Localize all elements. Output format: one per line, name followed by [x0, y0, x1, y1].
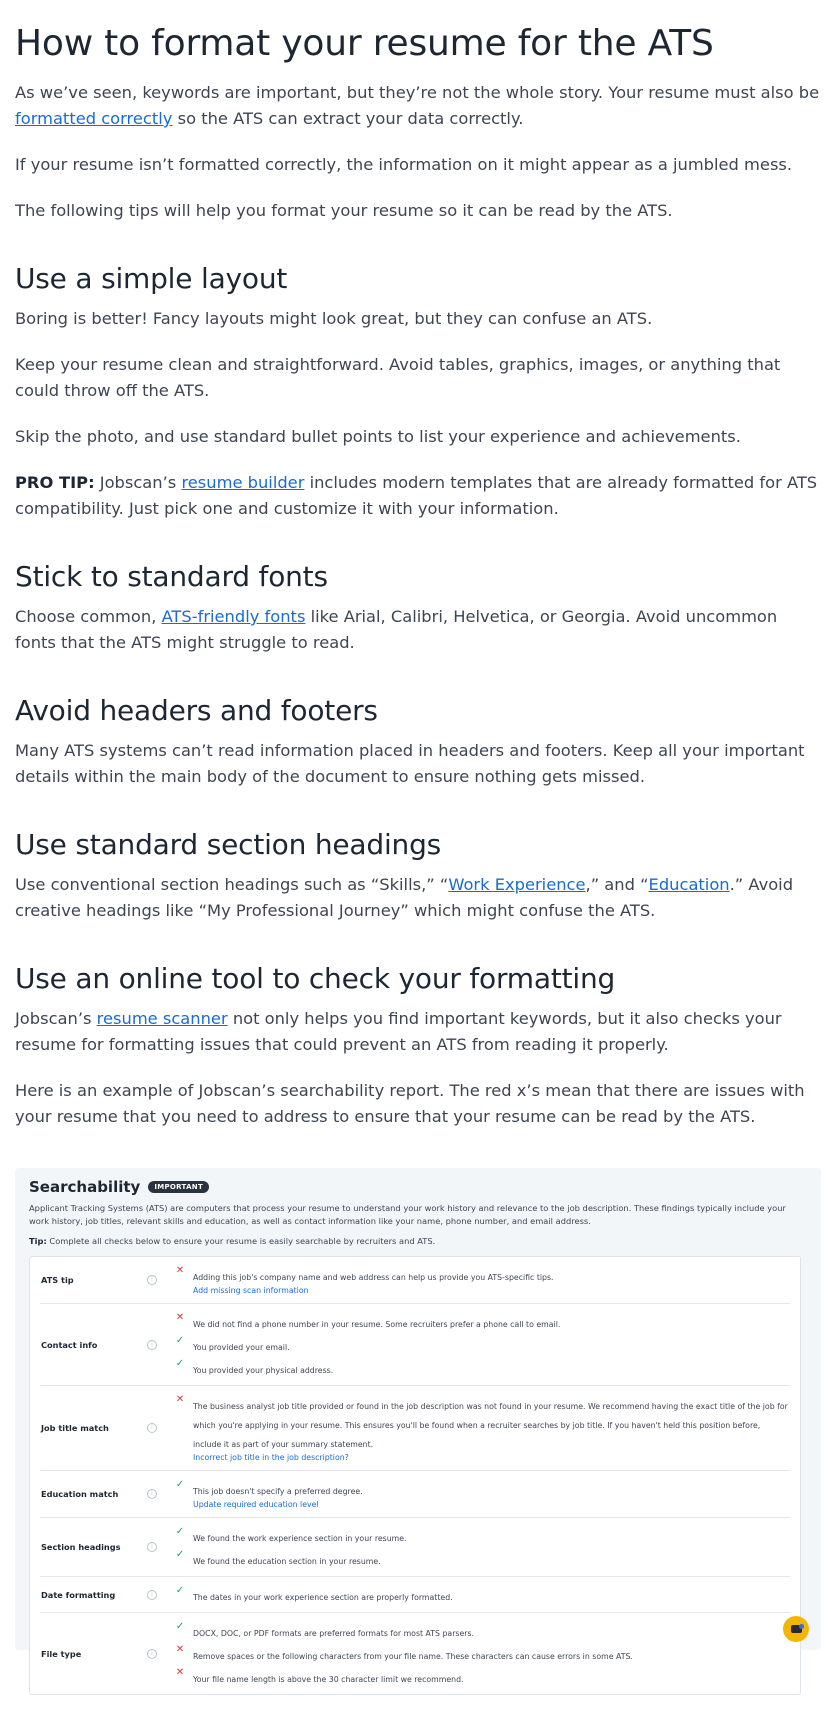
resume-builder-link[interactable]: resume builder: [181, 473, 305, 492]
check-icon: ✓: [175, 1585, 185, 1596]
report-tip-label: Tip:: [29, 1236, 47, 1246]
report-tip-text: Complete all checks below to ensure your resume is easily searchable by recruiters and ATS.: [46, 1236, 436, 1246]
report-checks: [175, 1524, 790, 1570]
check-body: [193, 1585, 453, 1604]
info-icon[interactable]: i: [147, 1542, 157, 1552]
check-body: [193, 1479, 363, 1509]
check-icon: ✓: [175, 1621, 185, 1632]
sections-paragraph: [15, 872, 821, 924]
pro-tip: [15, 470, 821, 522]
check-item: [175, 1547, 790, 1570]
check-body: [193, 1335, 290, 1354]
check-text: You provided your physical address.: [193, 1366, 334, 1375]
intro-text: so the ATS can extract your data correctly.: [172, 109, 524, 128]
check-item: [175, 1310, 790, 1333]
check-item: [175, 1583, 790, 1606]
check-link[interactable]: Update required education level: [193, 1500, 319, 1509]
check-text: The business analyst job title provided or found in the job description was not found in your resume. We recommend having the exact title of the job for which you're applying in your resume. This ensures you'll be found when a recruiter searches by job title. If you haven't held this position before, include it as part of your summary statement.: [193, 1402, 788, 1449]
x-icon: ✕: [175, 1394, 185, 1405]
check-icon: ✓: [175, 1549, 185, 1560]
info-icon[interactable]: i: [147, 1423, 157, 1433]
report-row: [40, 1518, 790, 1577]
chat-icon: [791, 1625, 802, 1633]
report-row: [40, 1613, 790, 1694]
info-icon[interactable]: i: [147, 1489, 157, 1499]
check-body: [193, 1526, 407, 1545]
intro-text: As we’ve seen, keywords are important, but they’re not the whole story. Your resume must also be: [15, 83, 820, 102]
report-row-label: Education match: [41, 1489, 119, 1499]
report-row: [40, 1386, 790, 1471]
sections-text: .” Avoid creative headings like “My Professional Journey” which might confuse the ATS.: [15, 875, 794, 920]
intro-paragraph-2: If your resume isn’t formatted correctly, the information on it might appear as a jumbled mess.: [15, 155, 793, 174]
check-text: Your file name length is above the 30 character limit we recommend.: [193, 1675, 464, 1684]
check-icon: ✓: [175, 1479, 185, 1490]
check-item: [175, 1619, 790, 1642]
check-item: [175, 1392, 790, 1464]
heading-online-tool: Use an online tool to check your formatting: [15, 962, 616, 995]
ats-friendly-fonts-link[interactable]: ATS-friendly fonts: [161, 607, 306, 626]
report-table: [29, 1256, 801, 1695]
check-body: [193, 1265, 554, 1295]
report-checks: [175, 1310, 790, 1379]
chat-button[interactable]: [783, 1616, 809, 1642]
check-icon: ✓: [175, 1335, 185, 1346]
check-body: [193, 1549, 381, 1568]
education-link[interactable]: Education: [648, 875, 730, 894]
sections-text: ,” and “: [585, 875, 649, 894]
pro-tip-text: includes modern templates that are already formatted for ATS compatibility. Just pick one and customize it with your information.: [15, 473, 818, 518]
notification-dot: [799, 1624, 804, 1629]
info-icon[interactable]: i: [147, 1340, 157, 1350]
check-item: [175, 1524, 790, 1547]
report-row: [40, 1471, 790, 1518]
check-body: [193, 1667, 464, 1686]
report-header: [29, 1178, 807, 1196]
sections-text: Use conventional section headings such as “Skills,” “: [15, 875, 449, 894]
tool-paragraph-2: Here is an example of Jobscan’s searchability report. The red x’s mean that there are issues with your resume that you need to address to ensure that your resume can be read by the ATS.: [15, 1081, 805, 1126]
check-icon: ✓: [175, 1358, 185, 1369]
intro-paragraph-3: The following tips will help you format your resume so it can be read by the ATS.: [15, 201, 673, 220]
report-row: [40, 1304, 790, 1386]
tool-paragraph-1: [15, 1006, 821, 1058]
resume-scanner-link[interactable]: resume scanner: [96, 1009, 228, 1028]
heading-headers-footers: Avoid headers and footers: [15, 694, 378, 727]
info-icon[interactable]: i: [147, 1275, 157, 1285]
article: [0, 22, 836, 1684]
report-row-label: ATS tip: [41, 1275, 74, 1285]
report-row-label: Section headings: [41, 1542, 121, 1552]
searchability-report: [15, 1168, 821, 1684]
pro-tip-text: Jobscan’s: [94, 473, 182, 492]
check-body: [193, 1312, 560, 1331]
check-body: [193, 1644, 633, 1663]
check-item: [175, 1356, 790, 1379]
heading-simple-layout: Use a simple layout: [15, 262, 288, 295]
formatted-correctly-link[interactable]: formatted correctly: [15, 109, 173, 128]
intro-paragraph-1: [15, 80, 821, 132]
check-link[interactable]: Add missing scan information: [193, 1286, 309, 1295]
report-row: [40, 1577, 790, 1613]
report-checks: [175, 1263, 790, 1297]
check-text: This job doesn't specify a preferred degree.: [193, 1487, 363, 1496]
check-body: [193, 1358, 333, 1377]
check-item: [175, 1642, 790, 1665]
page-title: How to format your resume for the ATS: [15, 23, 714, 64]
report-checks: [175, 1477, 790, 1511]
info-icon[interactable]: i: [147, 1590, 157, 1600]
check-text: We did not find a phone number in your resume. Some recruiters prefer a phone call to email.: [193, 1320, 561, 1329]
heading-section-headings: Use standard section headings: [15, 828, 442, 861]
important-badge: IMPORTANT: [148, 1181, 209, 1193]
x-icon: ✕: [175, 1265, 185, 1276]
headers-paragraph: Many ATS systems can’t read information placed in headers and footers. Keep all your important details within the main body of the document to ensure nothing gets missed.: [15, 741, 805, 786]
check-text: We found the work experience section in your resume.: [193, 1534, 407, 1543]
check-text: Adding this job's company name and web address can help us provide you ATS-specific tips.: [193, 1273, 554, 1282]
report-title: Searchability: [29, 1178, 141, 1196]
check-body: [193, 1621, 474, 1640]
report-checks: [175, 1583, 790, 1606]
heading-standard-fonts: Stick to standard fonts: [15, 560, 328, 593]
check-text: The dates in your work experience section are properly formatted.: [193, 1593, 453, 1602]
report-tip: [29, 1236, 807, 1246]
report-row-label: Contact info: [41, 1339, 98, 1350]
x-icon: ✕: [175, 1667, 185, 1678]
report-row: [40, 1257, 790, 1304]
layout-paragraph-3: Skip the photo, and use standard bullet points to list your experience and achievements.: [15, 427, 741, 446]
info-icon[interactable]: i: [147, 1649, 157, 1659]
report-description: Applicant Tracking Systems (ATS) are computers that process your resume to understand your work history and relevance to the job description. These findings typically include your work history, job titles, relevant skills and education, as well as contact information like your name, phone number, and email address.: [29, 1203, 786, 1226]
fonts-paragraph: [15, 604, 821, 656]
check-text: You provided your email.: [193, 1343, 290, 1352]
x-icon: ✕: [175, 1312, 185, 1323]
tool-text: Jobscan’s: [15, 1009, 97, 1028]
check-text: DOCX, DOC, or PDF formats are preferred formats for most ATS parsers.: [193, 1629, 475, 1638]
check-body: [193, 1394, 790, 1462]
layout-paragraph-1: Boring is better! Fancy layouts might look great, but they can confuse an ATS.: [15, 309, 653, 328]
fonts-text: Choose common,: [15, 607, 162, 626]
check-item: [175, 1333, 790, 1356]
fonts-text: like Arial, Calibri, Helvetica, or Georgia. Avoid uncommon fonts that the ATS might struggle to read.: [15, 607, 778, 652]
check-item: [175, 1665, 790, 1688]
check-item: [175, 1477, 790, 1511]
check-text: We found the education section in your resume.: [193, 1557, 381, 1566]
tool-text: not only helps you find important keywords, but it also checks your resume for formatting issues that could prevent an ATS from reading it properly.: [15, 1009, 782, 1054]
check-link[interactable]: Incorrect job title in the job description?: [193, 1453, 349, 1462]
report-row-label: Date formatting: [41, 1589, 116, 1600]
work-experience-link[interactable]: Work Experience: [448, 875, 586, 894]
report-checks: [175, 1619, 790, 1688]
x-icon: ✕: [175, 1644, 185, 1655]
report-row-label: Job title match: [41, 1423, 109, 1433]
layout-paragraph-2: Keep your resume clean and straightforward. Avoid tables, graphics, images, or anything that could throw off the ATS.: [15, 355, 781, 400]
pro-tip-label: PRO TIP:: [15, 473, 95, 492]
report-row-label: File type: [41, 1648, 82, 1659]
check-icon: ✓: [175, 1526, 185, 1537]
report-checks: [175, 1392, 790, 1464]
check-item: [175, 1263, 790, 1297]
check-text: Remove spaces or the following characters from your file name. These characters can cause errors in some ATS.: [193, 1652, 633, 1661]
